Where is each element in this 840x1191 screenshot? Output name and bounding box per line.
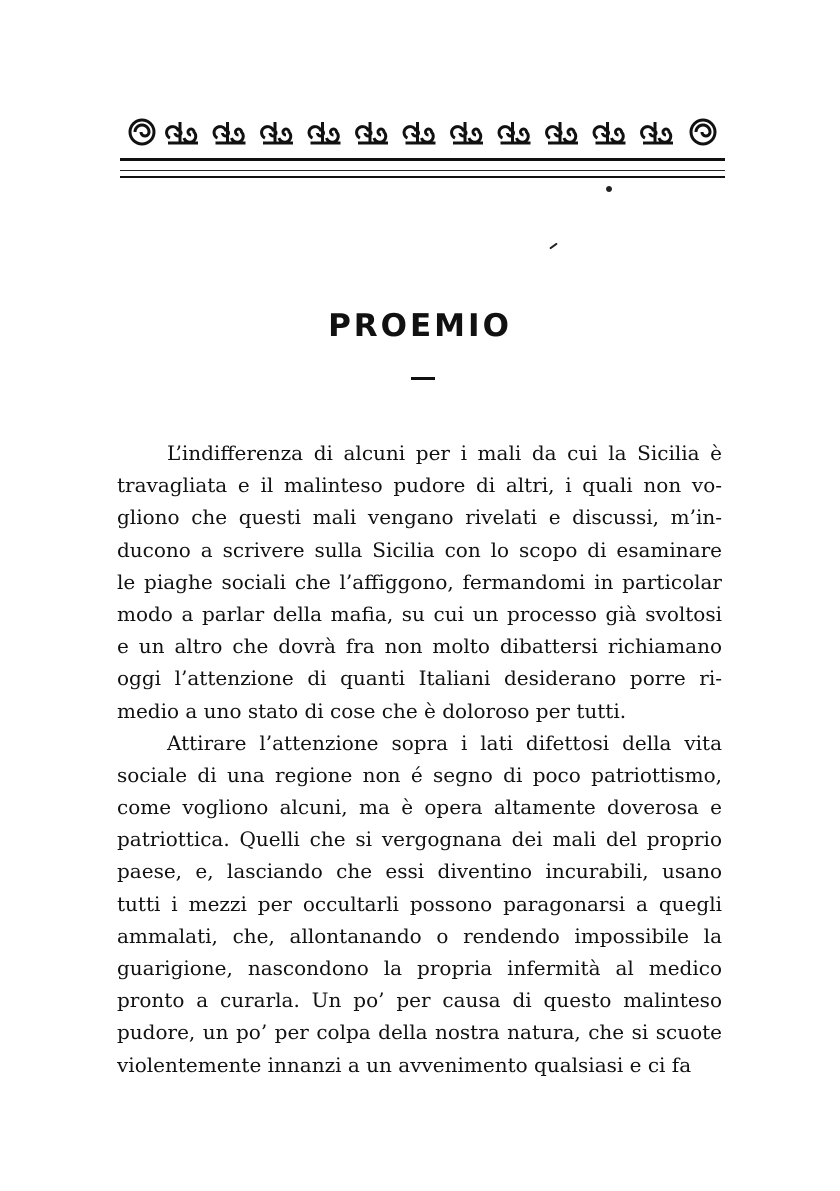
ornament-motif (357, 122, 388, 143)
print-speck (606, 186, 612, 192)
text-line: violentemente innanzi a un avvenimento qualsiasi e ci fa (117, 1052, 692, 1077)
ornament-motif (167, 122, 198, 143)
text-line: ammalati, che, allontanando o rendendo impossibile la (117, 923, 722, 948)
paragraph-2 (117, 727, 722, 1081)
text-line: come vogliono alcuni, ma è opera altamente doverosa e (117, 795, 722, 820)
title-dash (411, 377, 435, 380)
text-line: travagliata e il malinteso pudore di altri, i quali non vo- (117, 473, 722, 498)
text-line: pronto a curarla. Un po’ per causa di questo malinteso (117, 988, 722, 1013)
ornament-motif (404, 122, 435, 143)
text-line: le piaghe sociali che l’affiggono, fermandomi in particolar (117, 569, 722, 594)
text-line: oggi l’attenzione di quanti Italiani desiderano porre ri- (117, 666, 722, 691)
ornament-motif (547, 122, 578, 143)
body-text (117, 437, 722, 1081)
text-line: e un altro che dovrà fra non molto dibattersi richiamano (117, 634, 722, 659)
text-line: L’indifferenza di alcuni per i mali da cui la Sicilia è (167, 441, 722, 465)
ornament-motif (499, 122, 530, 143)
page-title: PROEMIO (328, 308, 512, 344)
text-line: sociale di una regione non é segno di poco patriottismo, (117, 762, 722, 787)
text-line: modo a parlar della mafia, su cui un processo già svoltosi (117, 601, 722, 626)
text-line: guarigione, nascondono la propria infermità al medico (117, 956, 722, 980)
ornament-motif (594, 122, 625, 143)
header-rule-thin (120, 170, 725, 171)
header-ornament (120, 112, 725, 152)
text-line: patriottica. Quelli che si vergognana dei mali del proprio (117, 827, 722, 852)
print-speck (549, 243, 558, 250)
ornament-motif (642, 122, 673, 143)
header-rule-bottom (120, 176, 725, 178)
text-line: pudore, un po’ per colpa della nostra natura, che si scuote (117, 1020, 722, 1045)
text-line: medio a uno stato di cose che è doloroso per tutti. (117, 698, 627, 723)
text-line: tutti i mezzi per occultarli possono paragonarsi a quegli (117, 891, 722, 916)
paragraph-1 (117, 437, 722, 727)
ornament-motif (262, 122, 293, 143)
text-line: paese, e, lasciando che essi diventino incurabili, usano (117, 859, 722, 884)
ornament-motif (452, 122, 483, 143)
header-rule-thick (120, 158, 725, 161)
text-line: Attirare l’attenzione sopra i lati difettosi della vita (167, 730, 722, 755)
ornament-motif (309, 122, 340, 143)
ornament-motif (214, 122, 245, 143)
text-line: gliono che questi mali vengano rivelati e discussi, m’in- (117, 505, 722, 530)
text-line: ducono a scrivere sulla Sicilia con lo scopo di esaminare (117, 537, 722, 562)
